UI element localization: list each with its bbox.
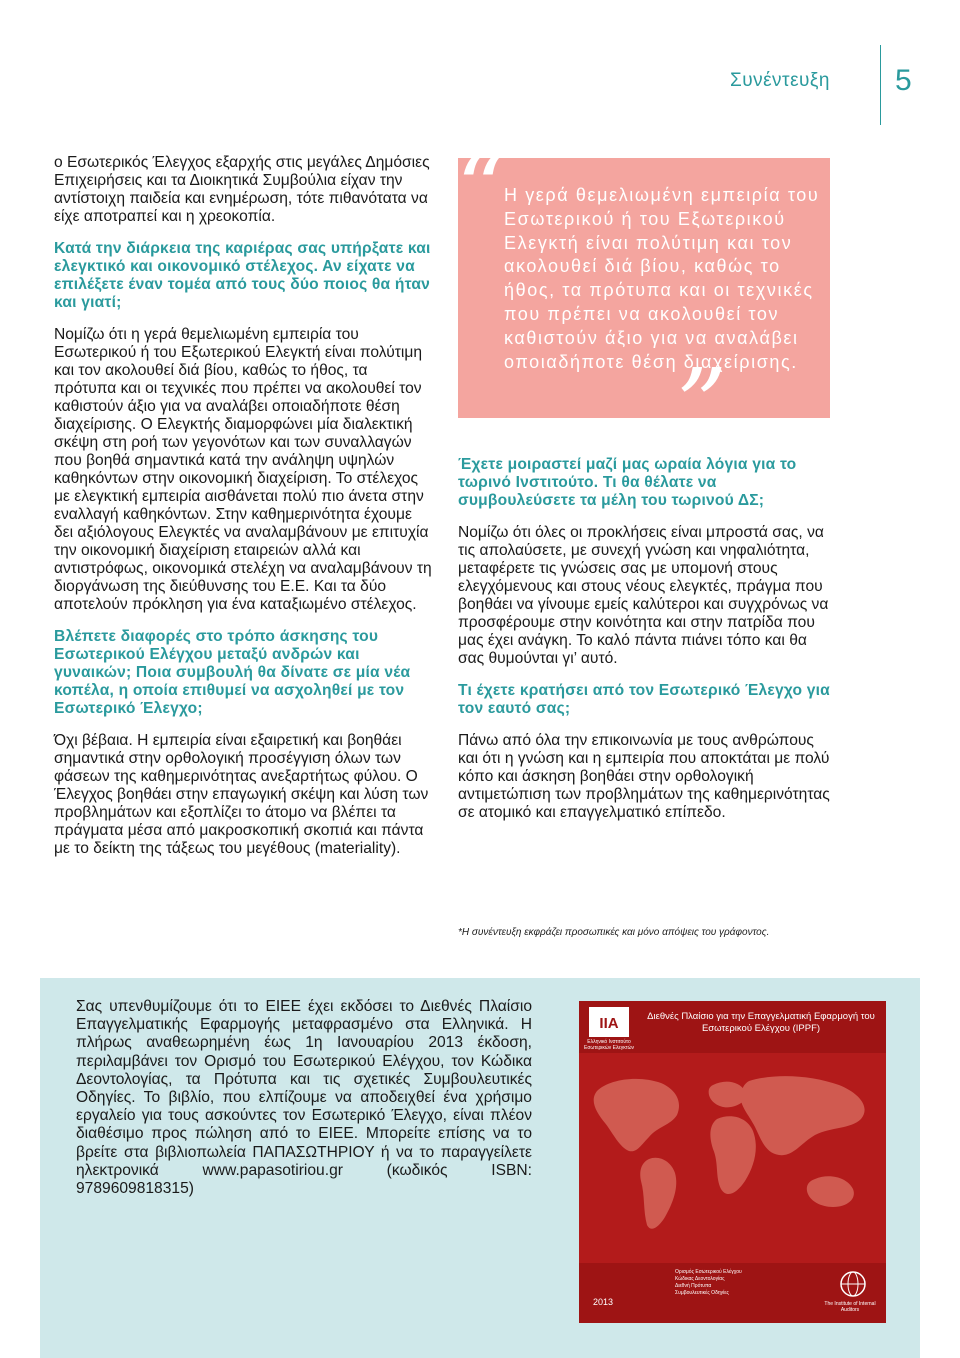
book-logo-caption: Ελληνικό Ινστιτούτο Εσωτερικών Ελεγκτών [583, 1039, 635, 1051]
book-title: Διεθνές Πλαίσιο για την Επαγγελματική Εφαρμογή του Εσωτερικού Ελέγχου (IPPF) [647, 1011, 875, 1034]
header-divider [880, 45, 881, 125]
answer-institute: Νομίζω ότι όλες οι προκλήσεις είναι μπροστά σας, να τις απολαύσετε, με συνεχή γνώση και νηφαλιότητα, μεταφέρετε τις γνώσεις σας με υπομονή στους ελεγχόμενους και στους νέους ελεγκτές, πράγμα που βοηθάει να γίνουμε εμείς καλύτεροι και συγχρόνως να προσφέρουμε στην κοινότητα και στην πατρίδα που μας έχει ανάγκη. Το καλό πάντα πιάνει τόπο και θα σας θυμούνται γι’ αυτό. [458, 524, 829, 667]
world-map-icon [579, 1061, 886, 1251]
question-institute: Έχετε μοιραστεί μαζί μας ωραία λόγια για το τωρινό Ινστιτούτο. Τι θα θέλατε να συμβουλεύσετε τα μέλη του τωρινού ΔΣ; [458, 456, 797, 509]
announcement-box [40, 978, 920, 1358]
book-contents-list: Ορισμός Εσωτερικού Ελέγχου Κώδικας Δεοντολογίας Διεθνή Πρότυπα Συμβουλευτικές Οδηγίες [675, 1269, 742, 1296]
question-personal: Τι έχετε κρατήσει από τον Εσωτερικό Έλεγχο για τον εαυτό σας; [458, 682, 830, 717]
pull-quote-box [456, 131, 830, 464]
close-quote-icon: ” [676, 347, 728, 464]
book-header-band [579, 1001, 886, 1053]
answer-career: Νομίζω ότι η γερά θεμελιωμένη εμπειρία του Εσωτερικού ή του Εξωτερικού Ελεγκτή είναι πολύτιμη και τον ακολουθεί διά βίου, καθώς το ήθος, τα πρότυπα και οι τεχνικές που πρέπει να ακολουθεί τον καθιστούν άξιο για να αναλάβει οποιαδήποτε θέση διαχείρισης. Ο Ελεγκτής διαμορφώνει μία διαλεκτική σκέψη στη ροή των γεγονότων και των συναλλαγών που βοηθά σημαντικά κατά την ανάληψη υψηλών καθηκόντων στην οικονομική διαχείριση. Το στέλεχος με ελεγκτική εμπειρία αισθάνεται πολύ πιο άνετα στην εναλλαγή καθηκόντων. Στην καθημερινότητα έχουμε δει αξιόλογους Ελεγκτές να αναλαμβάνουν με επιτυχία την οικονομική διαχείριση εταιρειών αλλά και αντιστρόφως, οικονομικά στελέχη να αναλαμβάνουν τη διοργάνωση της διεύθυνσης του Ε.Ε. Και τα δύο αποτελούν πρόκληση για ένα καταξιωμένο στέλεχος. [54, 326, 432, 613]
svg-text:IIA: IIA [599, 1015, 619, 1032]
answer-gender: Όχι βέβαια. Η εμπειρία είναι εξαιρετική και βοηθάει σημαντικά στην ορθολογική προσέγγιση όλων των φάσεων της καθημερινότητας ανεξαρτήτως φύλου. Ο Έλεγχος βοηθάει στην επαγωγική σκέψη και λύση των προβλημάτων και εξοπλίζει το άτομο να βλέπει τα πράγματα μέσα από μακροσκοπική σκοπιά και πάντα με το δείκτη της τάξεως του μεγέθους (materiality). [54, 732, 429, 857]
open-quote-icon: “ [456, 131, 508, 248]
question-gender: Βλέπετε διαφορές στο τρόπο άσκησης του Εσωτερικού Ελέγχου μεταξύ ανδρών και γυναικών; Ποια συμβουλή θα δίνατε σε μία νέα κοπέλα, η οποία επιθυμεί να ασχοληθεί με τον Εσωτερικό Έλεγχο; [54, 628, 411, 717]
footnote: *Η συνέντευξη εκφράζει προσωπικές και μόνο απόψεις του γράφοντος. [458, 927, 770, 938]
paragraph-intro: ο Εσωτερικός Έλεγχος εξαρχής στις μεγάλες Δημόσιες Επιχειρήσεις και τα Διοικητικά Συμβούλια είχαν την αντίστοιχη παιδεία και ενημέρωση, τότε πιθανότατα να είχε αποτραπεί και η χρεοκοπία. [54, 154, 430, 225]
page-number: 5 [895, 64, 912, 97]
book-footer-band [579, 1263, 886, 1323]
iia-greece-logo-icon [589, 1007, 629, 1037]
announcement-text: Σας υπενθυμίζουμε ότι το ΕΙΕΕ έχει εκδόσει το Διεθνές Πλαίσιο Επαγγελματικής Εφαρμογής μεταφρασμένο στα Ελληνικά. Η πλήρως αναθεωρημένη έως 1η Ιανουαρίου 2013 έκδοση, περιλαμβάνει τον Ορισμό του Εσωτερικού Ελέγχου, τον Κώδικα Δεοντολογίας, τα Πρότυπα και τις σχετικές Συμβουλευτικές Οδηγίες. Το βιβλίο, που ελπίζουμε να αποδειχθεί ένα χρήσιμο εργαλείο για τους ασκούντες τον Εσωτερικό Έλεγχο, είναι πλέον διαθέσιμο προς πώληση από το ΕΙΕΕ. Μπορείτε επίσης να το βρείτε στα βιβλιοπωλεία ΠΑΠΑΣΩΤΗΡΙΟΥ ή να το παραγγείλετε ηλεκτρονικά www.papasotiriou.gr (κωδικός ISBN: 9789609818315) [76, 998, 532, 1198]
book-year: 2013 [593, 1297, 614, 1307]
book-cover-image [579, 1001, 886, 1323]
pull-quote-text: Η γερά θεμελιωμένη εμπειρία του Εσωτερικού ή του Εξωτερικού Ελεγκτή είναι πολύτιμη και τον ακολουθεί διά βίου, καθώς το ήθος, τα πρότυπα και οι τεχνικές που πρέπει να ακολουθεί τον καθιστούν άξιο για να αναλάβει οποιαδήποτε θέση διαχείρισης. [504, 185, 820, 372]
iia-caption: The Institute of Internal Auditors [824, 1301, 876, 1313]
answer-personal: Πάνω από όλα την επικοινωνία με τους ανθρώπους και ότι η γνώση και η εμπειρία που αποκτάται με πολύ κόπο και άσκηση βοηθάει στην ορθολογική αντιμετώπιση των προβλημάτων της καθημερινότητας σε ατομικό και επαγγελματικό επίπεδο. [458, 732, 830, 821]
question-career: Κατά την διάρκεια της καριέρας σας υπήρξατε και ελεγκτικό και οικονομικό στέλεχος. Αν είχατε να επιλέξετε έναν τομέα από τους δύο ποιος θα ήταν και γιατί; [54, 240, 431, 311]
right-column [458, 456, 830, 822]
left-column [54, 154, 432, 858]
iia-globe-logo-icon [831, 1269, 875, 1299]
section-title: Συνέντευξη [729, 70, 830, 91]
